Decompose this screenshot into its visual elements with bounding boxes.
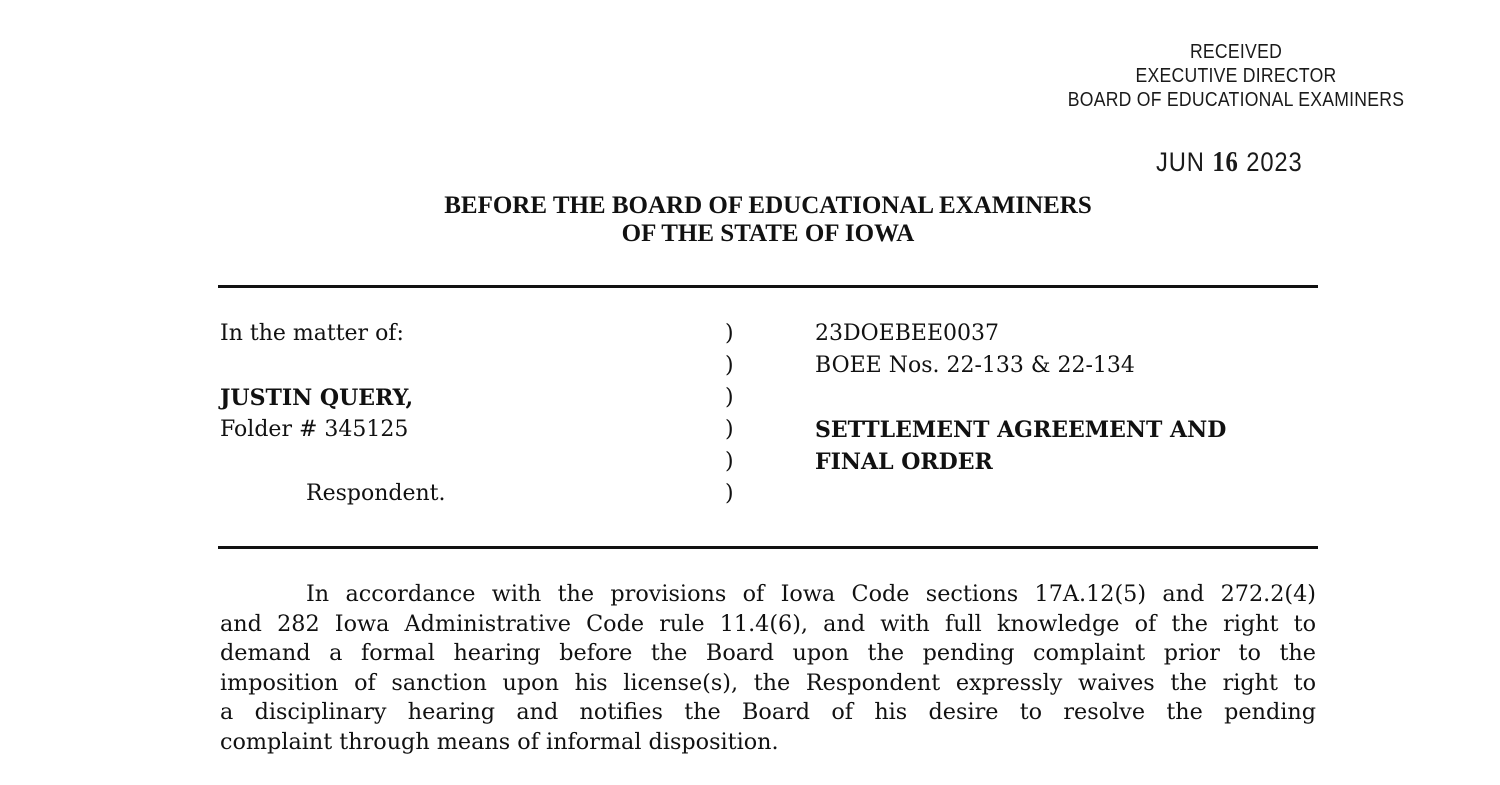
body-line: complaint through means of informal disposition. — [220, 728, 779, 755]
stamp-board: BOARD OF EDUCATIONAL EXAMINERS — [1067, 89, 1405, 111]
bottom-divider — [218, 546, 1318, 549]
body-line: a disciplinary hearing and notifies the Board of his desire to resolve the pending — [220, 699, 1316, 725]
paren: ) — [725, 481, 734, 506]
paren: ) — [725, 353, 734, 378]
heading-line-1: BEFORE THE BOARD OF EDUCATIONAL EXAMINERS — [444, 192, 1092, 219]
stamp-received: RECEIVED — [1189, 41, 1283, 63]
document-heading — [218, 192, 1318, 248]
caption-left — [220, 318, 445, 510]
boee-numbers: BOEE Nos. 22-133 & 22-134 — [815, 353, 1135, 378]
matter-label: In the matter of: — [220, 321, 404, 346]
body-line: and 282 Iowa Administrative Code rule 11.4(6), and with full knowledge of the right to — [220, 610, 1316, 637]
body-line: demand a formal hearing before the Board upon the pending complaint prior to the — [220, 640, 1316, 666]
respondent-label: Respondent. — [306, 481, 446, 506]
paren: ) — [725, 417, 734, 442]
body-line: In accordance with the provisions of Iowa Code sections 17A.12(5) and 272.2(4) — [306, 581, 1316, 607]
body-line: imposition of sanction upon his license(s), the Respondent expressly waives the right to — [220, 669, 1316, 696]
stamp-year: 2023 — [1246, 147, 1303, 177]
stamp-month: JUN — [1156, 147, 1205, 177]
paren: ) — [725, 321, 734, 346]
paren: ) — [725, 385, 734, 410]
document-title-1: SETTLEMENT AGREEMENT AND — [815, 417, 1227, 443]
paren: ) — [725, 449, 734, 474]
stamp-date — [1156, 147, 1303, 179]
stamp-day: 16 — [1212, 147, 1239, 178]
folder-number: Folder # 345125 — [220, 417, 409, 442]
case-number: 23DOEBEE0037 — [815, 321, 1000, 346]
respondent-name: JUSTIN QUERY, — [220, 385, 414, 411]
body-paragraph — [220, 580, 1316, 757]
stamp-executive-director: EXECUTIVE DIRECTOR — [1135, 65, 1337, 87]
heading-line-2: OF THE STATE OF IOWA — [621, 220, 915, 247]
received-stamp — [1040, 40, 1432, 178]
caption-right — [815, 318, 1226, 478]
caption-parens — [725, 318, 734, 510]
top-divider — [218, 285, 1318, 288]
document-title-2: FINAL ORDER — [815, 449, 993, 475]
